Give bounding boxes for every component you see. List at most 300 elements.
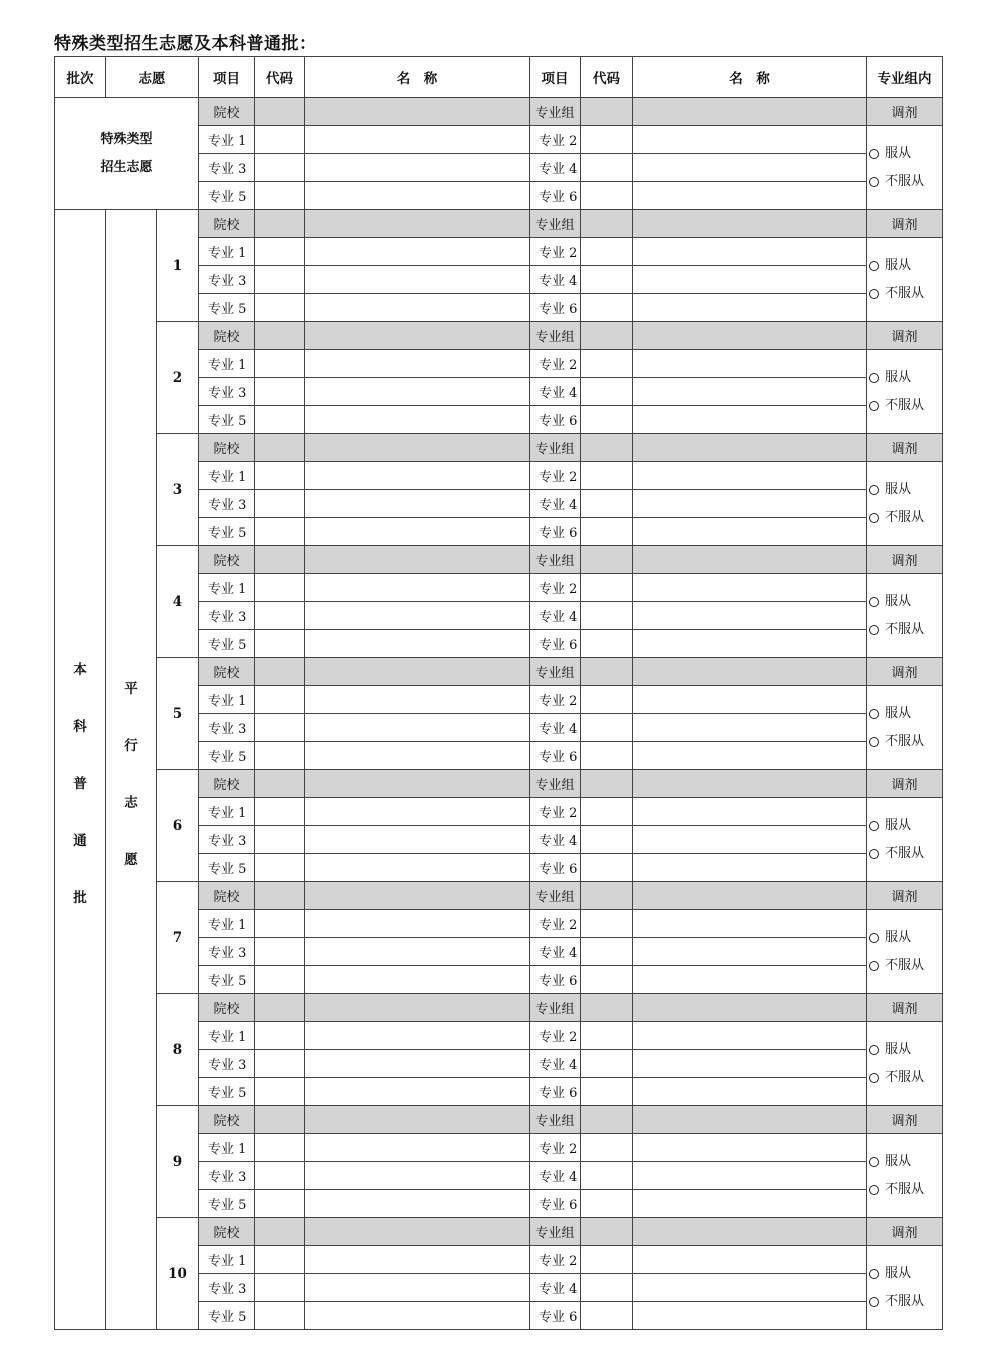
not-obey-label: 不服从 xyxy=(885,1181,925,1197)
major-name-field[interactable] xyxy=(633,1134,867,1162)
choice-number: 2 xyxy=(157,322,199,434)
major-label: 专业 6 xyxy=(530,294,581,322)
obey-option[interactable] xyxy=(869,1148,942,1176)
major-code-field[interactable] xyxy=(581,574,633,602)
volunteer-form-table xyxy=(54,56,943,1330)
header-batch: 批次 xyxy=(55,57,106,98)
group-name-field[interactable] xyxy=(633,210,867,238)
major-code-field[interactable] xyxy=(255,1190,305,1218)
major-name-field[interactable] xyxy=(633,1078,867,1106)
adjust-label: 调剂 xyxy=(867,322,943,350)
school-name-field[interactable] xyxy=(305,210,530,238)
major-code-field[interactable] xyxy=(581,602,633,630)
choice-row xyxy=(55,1106,943,1134)
major-code-field[interactable] xyxy=(581,238,633,266)
major-code-field[interactable] xyxy=(581,266,633,294)
major-label: 专业 4 xyxy=(530,1274,581,1302)
major-code-field[interactable] xyxy=(581,1162,633,1190)
special-type-label xyxy=(55,98,199,210)
group-code-field[interactable] xyxy=(581,882,633,910)
major-code-field[interactable] xyxy=(581,1246,633,1274)
major-name-field[interactable] xyxy=(633,686,867,714)
radio-circle-icon[interactable] xyxy=(869,1269,879,1279)
major-code-field[interactable] xyxy=(581,518,633,546)
choice-number: 6 xyxy=(157,770,199,882)
choice-row xyxy=(55,210,943,238)
major-code-field[interactable] xyxy=(255,126,305,154)
group-name-field[interactable] xyxy=(633,1218,867,1246)
major-label: 专业 5 xyxy=(199,1302,255,1330)
school-code-field[interactable] xyxy=(255,210,305,238)
major-name-field[interactable] xyxy=(633,1162,867,1190)
school-code-field[interactable] xyxy=(255,770,305,798)
radio-circle-icon[interactable] xyxy=(869,261,879,271)
major-code-field[interactable] xyxy=(581,1022,633,1050)
major-label: 专业 4 xyxy=(530,1162,581,1190)
major-code-field[interactable] xyxy=(581,826,633,854)
radio-circle-icon[interactable] xyxy=(869,1073,879,1083)
major-code-field[interactable] xyxy=(255,238,305,266)
group-label: 专业组 xyxy=(530,994,581,1022)
major-code-field[interactable] xyxy=(581,1274,633,1302)
radio-circle-icon[interactable] xyxy=(869,373,879,383)
major-code-field[interactable] xyxy=(255,378,305,406)
obey-option[interactable] xyxy=(869,1036,942,1064)
major-code-field[interactable] xyxy=(255,154,305,182)
special-label-line2: 招生志愿 xyxy=(100,159,153,175)
major-name-field[interactable] xyxy=(633,154,867,182)
not-obey-label: 不服从 xyxy=(885,397,925,413)
school-label: 院校 xyxy=(199,994,255,1022)
school-name-field[interactable] xyxy=(305,434,530,462)
choice-number: 8 xyxy=(157,994,199,1106)
batch-char: 批 xyxy=(73,890,87,906)
major-name-field[interactable] xyxy=(305,602,530,630)
obey-option[interactable] xyxy=(869,364,942,392)
group-label: 专业组 xyxy=(530,770,581,798)
major-name-field[interactable] xyxy=(633,798,867,826)
obey-option[interactable] xyxy=(869,140,942,168)
obey-label: 服从 xyxy=(885,705,912,721)
parallel-char: 平 xyxy=(124,681,138,697)
radio-circle-icon[interactable] xyxy=(869,149,879,159)
major-code-field[interactable] xyxy=(581,126,633,154)
group-label: 专业组 xyxy=(530,882,581,910)
not-obey-option[interactable] xyxy=(869,1064,942,1092)
choice-row xyxy=(55,434,943,462)
major-name-field[interactable] xyxy=(633,462,867,490)
school-code-field[interactable] xyxy=(255,322,305,350)
group-name-field[interactable] xyxy=(633,994,867,1022)
major-name-field[interactable] xyxy=(305,1302,530,1330)
major-name-field[interactable] xyxy=(633,966,867,994)
major-name-field[interactable] xyxy=(633,742,867,770)
major-name-field[interactable] xyxy=(305,294,530,322)
radio-circle-icon[interactable] xyxy=(869,737,879,747)
not-obey-option[interactable] xyxy=(869,728,942,756)
radio-circle-icon[interactable] xyxy=(869,513,879,523)
adjust-options xyxy=(867,686,943,770)
major-code-field[interactable] xyxy=(255,1078,305,1106)
not-obey-label: 不服从 xyxy=(885,1293,925,1309)
obey-option[interactable] xyxy=(869,588,942,616)
choice-row xyxy=(55,658,943,686)
school-label: 院校 xyxy=(199,210,255,238)
obey-option[interactable] xyxy=(869,476,942,504)
major-code-field[interactable] xyxy=(255,490,305,518)
group-name-field[interactable] xyxy=(633,658,867,686)
major-name-field[interactable] xyxy=(633,714,867,742)
major-label: 专业 5 xyxy=(199,518,255,546)
radio-circle-icon[interactable] xyxy=(869,177,879,187)
adjust-options xyxy=(867,1134,943,1218)
major-name-field[interactable] xyxy=(305,1190,530,1218)
group-name-field[interactable] xyxy=(633,322,867,350)
major-code-field[interactable] xyxy=(581,462,633,490)
major-code-field[interactable] xyxy=(255,602,305,630)
major-label: 专业 3 xyxy=(199,266,255,294)
major-name-field[interactable] xyxy=(305,1078,530,1106)
major-name-field[interactable] xyxy=(305,938,530,966)
obey-option[interactable] xyxy=(869,812,942,840)
major-code-field[interactable] xyxy=(581,854,633,882)
major-name-field[interactable] xyxy=(305,966,530,994)
header-row xyxy=(55,57,943,98)
major-name-field[interactable] xyxy=(305,1274,530,1302)
major-label: 专业 1 xyxy=(199,1246,255,1274)
group-code-field[interactable] xyxy=(581,98,633,126)
major-code-field[interactable] xyxy=(255,1022,305,1050)
major-code-field[interactable] xyxy=(581,182,633,210)
major-code-field[interactable] xyxy=(581,798,633,826)
major-code-field[interactable] xyxy=(255,1246,305,1274)
major-label: 专业 1 xyxy=(199,238,255,266)
major-name-field[interactable] xyxy=(633,1190,867,1218)
batch-char: 普 xyxy=(73,776,87,792)
group-name-field[interactable] xyxy=(633,1106,867,1134)
not-obey-label: 不服从 xyxy=(885,957,925,973)
major-name-field[interactable] xyxy=(305,798,530,826)
major-code-field[interactable] xyxy=(581,938,633,966)
not-obey-option[interactable] xyxy=(869,168,942,196)
group-code-field[interactable] xyxy=(581,658,633,686)
group-code-field[interactable] xyxy=(581,210,633,238)
header-adjust: 专业组内 xyxy=(867,57,943,98)
adjust-label: 调剂 xyxy=(867,1106,943,1134)
radio-circle-icon[interactable] xyxy=(869,485,879,495)
major-label: 专业 6 xyxy=(530,406,581,434)
school-name-field[interactable] xyxy=(305,770,530,798)
major-name-field[interactable] xyxy=(305,238,530,266)
major-code-field[interactable] xyxy=(255,350,305,378)
radio-circle-icon[interactable] xyxy=(869,1185,879,1195)
major-code-field[interactable] xyxy=(581,1050,633,1078)
major-code-field[interactable] xyxy=(255,714,305,742)
parallel-char: 愿 xyxy=(124,852,138,868)
major-code-field[interactable] xyxy=(581,294,633,322)
radio-circle-icon[interactable] xyxy=(869,961,879,971)
major-code-field[interactable] xyxy=(255,1302,305,1330)
group-code-field[interactable] xyxy=(581,1106,633,1134)
major-label: 专业 3 xyxy=(199,714,255,742)
major-code-field[interactable] xyxy=(581,910,633,938)
major-label: 专业 3 xyxy=(199,490,255,518)
major-name-field[interactable] xyxy=(305,1134,530,1162)
major-name-field[interactable] xyxy=(305,1162,530,1190)
not-obey-option[interactable] xyxy=(869,952,942,980)
radio-circle-icon[interactable] xyxy=(869,709,879,719)
major-name-field[interactable] xyxy=(305,462,530,490)
major-name-field[interactable] xyxy=(633,1246,867,1274)
school-code-field[interactable] xyxy=(255,98,305,126)
major-code-field[interactable] xyxy=(581,378,633,406)
major-label: 专业 5 xyxy=(199,630,255,658)
major-name-field[interactable] xyxy=(305,490,530,518)
not-obey-option[interactable] xyxy=(869,392,942,420)
school-name-field[interactable] xyxy=(305,1218,530,1246)
major-code-field[interactable] xyxy=(581,350,633,378)
choice-number: 1 xyxy=(157,210,199,322)
major-name-field[interactable] xyxy=(633,294,867,322)
major-name-field[interactable] xyxy=(633,1022,867,1050)
adjust-options xyxy=(867,798,943,882)
major-name-field[interactable] xyxy=(305,1022,530,1050)
major-name-field[interactable] xyxy=(633,238,867,266)
major-code-field[interactable] xyxy=(255,686,305,714)
major-label: 专业 6 xyxy=(530,854,581,882)
not-obey-label: 不服从 xyxy=(885,1069,925,1085)
group-name-field[interactable] xyxy=(633,546,867,574)
major-name-field[interactable] xyxy=(305,350,530,378)
school-code-field[interactable] xyxy=(255,994,305,1022)
major-label: 专业 4 xyxy=(530,266,581,294)
major-code-field[interactable] xyxy=(581,1078,633,1106)
major-label: 专业 4 xyxy=(530,714,581,742)
major-label: 专业 5 xyxy=(199,1190,255,1218)
major-name-field[interactable] xyxy=(305,1246,530,1274)
major-name-field[interactable] xyxy=(633,938,867,966)
major-code-field[interactable] xyxy=(255,518,305,546)
major-label: 专业 6 xyxy=(530,182,581,210)
major-name-field[interactable] xyxy=(633,406,867,434)
radio-circle-icon[interactable] xyxy=(869,821,879,831)
major-label: 专业 4 xyxy=(530,378,581,406)
radio-circle-icon[interactable] xyxy=(869,401,879,411)
major-code-field[interactable] xyxy=(255,854,305,882)
major-code-field[interactable] xyxy=(255,574,305,602)
major-code-field[interactable] xyxy=(255,294,305,322)
major-label: 专业 2 xyxy=(530,910,581,938)
not-obey-option[interactable] xyxy=(869,1288,942,1316)
school-name-field[interactable] xyxy=(305,322,530,350)
major-code-field[interactable] xyxy=(581,1190,633,1218)
obey-option[interactable] xyxy=(869,924,942,952)
choice-number: 10 xyxy=(157,1218,199,1330)
group-label: 专业组 xyxy=(530,210,581,238)
major-code-field[interactable] xyxy=(581,714,633,742)
adjust-options xyxy=(867,126,943,210)
major-name-field[interactable] xyxy=(305,406,530,434)
major-name-field[interactable] xyxy=(305,686,530,714)
major-code-field[interactable] xyxy=(255,742,305,770)
adjust-label: 调剂 xyxy=(867,1218,943,1246)
school-name-field[interactable] xyxy=(305,546,530,574)
major-label: 专业 3 xyxy=(199,938,255,966)
major-name-field[interactable] xyxy=(305,182,530,210)
major-name-field[interactable] xyxy=(633,630,867,658)
major-label: 专业 1 xyxy=(199,462,255,490)
major-name-field[interactable] xyxy=(305,742,530,770)
major-name-field[interactable] xyxy=(305,826,530,854)
not-obey-label: 不服从 xyxy=(885,733,925,749)
major-name-field[interactable] xyxy=(633,910,867,938)
major-name-field[interactable] xyxy=(633,266,867,294)
major-name-field[interactable] xyxy=(305,714,530,742)
major-label: 专业 5 xyxy=(199,854,255,882)
radio-circle-icon[interactable] xyxy=(869,849,879,859)
major-code-field[interactable] xyxy=(581,154,633,182)
adjust-label: 调剂 xyxy=(867,210,943,238)
major-code-field[interactable] xyxy=(581,630,633,658)
group-code-field[interactable] xyxy=(581,322,633,350)
major-label: 专业 2 xyxy=(530,1246,581,1274)
radio-circle-icon[interactable] xyxy=(869,1157,879,1167)
radio-circle-icon[interactable] xyxy=(869,625,879,635)
batch-char: 本 xyxy=(73,662,87,678)
adjust-options xyxy=(867,350,943,434)
major-code-field[interactable] xyxy=(255,798,305,826)
major-label: 专业 1 xyxy=(199,574,255,602)
major-name-field[interactable] xyxy=(633,602,867,630)
school-code-field[interactable] xyxy=(255,434,305,462)
school-code-field[interactable] xyxy=(255,882,305,910)
major-code-field[interactable] xyxy=(255,630,305,658)
group-code-field[interactable] xyxy=(581,770,633,798)
school-code-field[interactable] xyxy=(255,1106,305,1134)
group-name-field[interactable] xyxy=(633,434,867,462)
group-code-field[interactable] xyxy=(581,1218,633,1246)
major-name-field[interactable] xyxy=(305,1050,530,1078)
not-obey-label: 不服从 xyxy=(885,509,925,525)
obey-label: 服从 xyxy=(885,481,912,497)
major-code-field[interactable] xyxy=(255,462,305,490)
major-name-field[interactable] xyxy=(633,826,867,854)
major-code-field[interactable] xyxy=(255,826,305,854)
major-name-field[interactable] xyxy=(633,182,867,210)
major-name-field[interactable] xyxy=(633,854,867,882)
choice-number: 4 xyxy=(157,546,199,658)
major-code-field[interactable] xyxy=(255,182,305,210)
obey-option[interactable] xyxy=(869,1260,942,1288)
group-name-field[interactable] xyxy=(633,882,867,910)
radio-circle-icon[interactable] xyxy=(869,1297,879,1307)
adjust-label: 调剂 xyxy=(867,658,943,686)
major-name-field[interactable] xyxy=(305,154,530,182)
obey-option[interactable] xyxy=(869,252,942,280)
group-code-field[interactable] xyxy=(581,434,633,462)
choice-number: 9 xyxy=(157,1106,199,1218)
obey-option[interactable] xyxy=(869,700,942,728)
school-name-field[interactable] xyxy=(305,98,530,126)
major-name-field[interactable] xyxy=(633,378,867,406)
major-code-field[interactable] xyxy=(255,1274,305,1302)
major-code-field[interactable] xyxy=(581,686,633,714)
group-name-field[interactable] xyxy=(633,98,867,126)
major-code-field[interactable] xyxy=(255,910,305,938)
not-obey-option[interactable] xyxy=(869,840,942,868)
major-name-field[interactable] xyxy=(633,126,867,154)
group-label: 专业组 xyxy=(530,322,581,350)
major-name-field[interactable] xyxy=(633,1050,867,1078)
major-code-field[interactable] xyxy=(255,266,305,294)
major-code-field[interactable] xyxy=(581,742,633,770)
major-code-field[interactable] xyxy=(581,406,633,434)
major-name-field[interactable] xyxy=(305,854,530,882)
choice-row xyxy=(55,770,943,798)
major-name-field[interactable] xyxy=(305,910,530,938)
major-code-field[interactable] xyxy=(255,406,305,434)
major-name-field[interactable] xyxy=(305,126,530,154)
major-code-field[interactable] xyxy=(581,490,633,518)
not-obey-option[interactable] xyxy=(869,1176,942,1204)
adjust-options xyxy=(867,1246,943,1330)
major-name-field[interactable] xyxy=(305,518,530,546)
not-obey-option[interactable] xyxy=(869,504,942,532)
major-code-field[interactable] xyxy=(581,1134,633,1162)
major-name-field[interactable] xyxy=(633,518,867,546)
radio-circle-icon[interactable] xyxy=(869,933,879,943)
major-name-field[interactable] xyxy=(305,630,530,658)
major-name-field[interactable] xyxy=(305,266,530,294)
school-name-field[interactable] xyxy=(305,658,530,686)
group-name-field[interactable] xyxy=(633,770,867,798)
school-name-field[interactable] xyxy=(305,882,530,910)
major-code-field[interactable] xyxy=(581,1302,633,1330)
major-code-field[interactable] xyxy=(581,966,633,994)
major-name-field[interactable] xyxy=(305,378,530,406)
major-code-field[interactable] xyxy=(255,1134,305,1162)
major-name-field[interactable] xyxy=(633,574,867,602)
major-code-field[interactable] xyxy=(255,1162,305,1190)
major-code-field[interactable] xyxy=(255,938,305,966)
group-label: 专业组 xyxy=(530,98,581,126)
major-code-field[interactable] xyxy=(255,1050,305,1078)
group-code-field[interactable] xyxy=(581,546,633,574)
major-label: 专业 6 xyxy=(530,1302,581,1330)
not-obey-option[interactable] xyxy=(869,616,942,644)
school-code-field[interactable] xyxy=(255,546,305,574)
major-name-field[interactable] xyxy=(633,1302,867,1330)
major-label: 专业 6 xyxy=(530,630,581,658)
radio-circle-icon[interactable] xyxy=(869,1045,879,1055)
major-label: 专业 3 xyxy=(199,1050,255,1078)
major-label: 专业 1 xyxy=(199,350,255,378)
major-name-field[interactable] xyxy=(633,490,867,518)
school-code-field[interactable] xyxy=(255,658,305,686)
radio-circle-icon[interactable] xyxy=(869,597,879,607)
major-code-field[interactable] xyxy=(255,966,305,994)
major-name-field[interactable] xyxy=(633,1274,867,1302)
radio-circle-icon[interactable] xyxy=(869,289,879,299)
group-code-field[interactable] xyxy=(581,994,633,1022)
school-name-field[interactable] xyxy=(305,994,530,1022)
major-name-field[interactable] xyxy=(305,574,530,602)
not-obey-option[interactable] xyxy=(869,280,942,308)
school-code-field[interactable] xyxy=(255,1218,305,1246)
choice-row xyxy=(55,994,943,1022)
school-name-field[interactable] xyxy=(305,1106,530,1134)
major-name-field[interactable] xyxy=(633,350,867,378)
